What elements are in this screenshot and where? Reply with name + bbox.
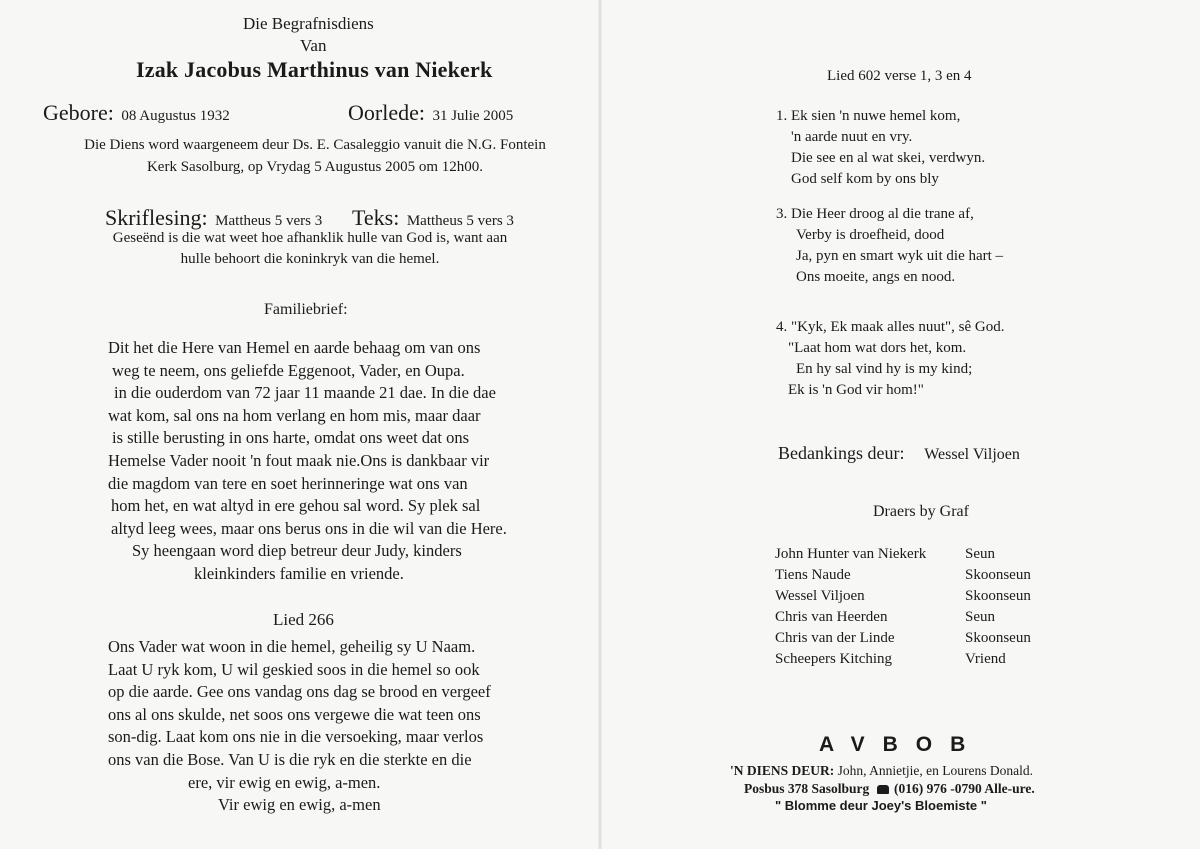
bearer-relation: Vriend <box>965 651 1006 667</box>
bearer-name: Chris van Heerden <box>775 609 888 625</box>
right-page <box>600 0 1200 849</box>
list-item <box>775 586 1031 607</box>
died-date: 31 Julie 2005 <box>432 108 514 124</box>
born-date: 08 Augustus 1932 <box>121 108 230 124</box>
verse-line: En hy sal vind hy is my kind; <box>796 361 973 377</box>
verse-line: "Laat hom wat dors het, kom. <box>788 340 967 356</box>
florist-credit: " Blomme deur Joey's Bloemiste " <box>775 798 987 813</box>
prayer-line: ons van die Bose. Van U is die ryk en die sterkte en die <box>108 749 472 769</box>
list-item <box>775 649 1031 670</box>
letter-line: hom het, en wat altyd in ere gehou sal word. Sy plek sal <box>111 496 481 516</box>
family-letter <box>108 337 548 586</box>
born-label: Gebore: <box>43 100 114 125</box>
bearer-name: Scheepers Kitching <box>775 651 893 667</box>
letter-line: Hemelse Vader nooit 'n fout maak nie.Ons is dankbaar vir <box>108 450 490 470</box>
list-item <box>775 565 1031 586</box>
thanks-name: Wessel Viljoen <box>924 446 1020 463</box>
letter-line: kleinkinders familie en vriende. <box>194 563 404 583</box>
hymn-heading: Lied 266 <box>273 610 334 629</box>
verse-line: 'n aarde nuut en vry. <box>791 129 913 145</box>
verse-line: Ons moeite, angs en nood. <box>796 269 956 285</box>
list-item <box>775 628 1031 649</box>
prayer-line: ons al ons skulde, net soos ons vergewe die wat teen ons <box>108 704 481 724</box>
phone-icon <box>877 785 889 794</box>
verse-line: 3. Die Heer droog al die trane af, <box>776 206 974 222</box>
letter-line: weg te neem, ons geliefde Eggenoot, Vader, en Oupa. <box>112 360 465 380</box>
song-verse-1 <box>776 106 985 190</box>
lords-prayer <box>108 636 548 817</box>
prayer-line: Laat U ryk kom, U wil geskied soos in die hemel so ook <box>108 659 480 679</box>
prayer-line: Ons Vader wat woon in die hemel, geheilig sy U Naam. <box>108 637 476 656</box>
family-letter-heading: Familiebrief: <box>264 301 348 318</box>
song-heading: Lied 602 verse 1, 3 en 4 <box>827 68 972 84</box>
bearers-list <box>775 544 1031 670</box>
bearer-name: Wessel Viljoen <box>775 588 865 604</box>
bearers-heading: Draers by Graf <box>873 503 969 520</box>
contact-line <box>730 780 1035 798</box>
letter-line: Dit het die Here van Hemel en aarde behaag om van ons <box>108 338 481 357</box>
letter-line: altyd leeg wees, maar ons berus ons in die wil van die Here. <box>111 518 507 538</box>
thanks-line <box>778 443 1020 464</box>
letter-line: die magdom van tere en soet herinneringe wat ons van <box>108 473 468 493</box>
bearer-name: Chris van der Linde <box>775 630 895 646</box>
verse-line: Ek is 'n God vir hom!" <box>788 382 924 398</box>
prayer-line: op die aarde. Gee ons vandag ons dag se brood en vergeef <box>108 682 491 702</box>
service-by-label: 'N DIENS DEUR: <box>730 763 835 778</box>
verse-line: Ja, pyn en smart wyk uit die hart – <box>796 248 1004 264</box>
bearer-relation: Skoonseun <box>965 630 1031 646</box>
phone: (016) 976 -0790 Alle-ure. <box>894 781 1035 796</box>
born-line <box>43 100 230 126</box>
bearer-name: Tiens Naude <box>775 567 851 583</box>
address: Posbus 378 Sasolburg <box>744 781 870 796</box>
letter-line: wat kom, sal ons na hom verlang en hom mis, maar daar <box>108 405 481 425</box>
verse-line: Verby is droefheid, dood <box>796 227 945 243</box>
song-verse-4 <box>776 317 1004 401</box>
text-label: Teks: <box>352 205 400 230</box>
bearer-relation: Seun <box>965 546 995 562</box>
verse-line: God self kom by ons bly <box>791 171 939 187</box>
prayer-line: ere, vir ewig en ewig, a-men. <box>188 772 381 792</box>
bearer-relation: Skoonseun <box>965 588 1031 604</box>
list-item <box>775 607 1031 628</box>
deceased-name: Izak Jacobus Marthinus van Niekerk <box>136 57 493 82</box>
scripture-label: Skriflesing: <box>105 205 208 230</box>
service-by-names: John, Annietjie, en Lourens Donald. <box>837 763 1033 778</box>
verse-line: 4. "Kyk, Ek maak alles nuut", sê God. <box>776 319 1005 335</box>
bearer-relation: Skoonseun <box>965 567 1031 583</box>
beatitude-quote: Geseënd is die wat weet hoe afhanklik hulle van God is, want aan hulle behoort die koninkryk van die hemel. <box>112 230 508 267</box>
letter-line: in die ouderdom van 72 jaar 11 maande 21 dae. In die dae <box>114 383 496 403</box>
bearer-relation: Seun <box>965 609 995 625</box>
service-details: Die Diens word waargeneem deur Ds. E. Casaleggio vanuit die N.G. Fontein Kerk Sasolburg, op Vrydag 5 Augustus 2005 om 12h00. <box>84 137 546 175</box>
died-line <box>348 100 513 126</box>
letter-line: Sy heengaan word diep betreur deur Judy, kinders <box>132 541 462 561</box>
verse-line: Die see en al wat skei, verdwyn. <box>791 150 986 166</box>
letter-line: is stille berusting in ons harte, omdat ons weet dat ons <box>112 428 469 448</box>
scripture-ref: Mattheus 5 vers 3 <box>215 213 323 229</box>
thanks-label: Bedankings deur: <box>778 443 905 463</box>
service-by-line <box>730 762 1035 780</box>
bearer-name: John Hunter van Niekerk <box>775 546 927 562</box>
undertaker-details <box>730 762 1035 798</box>
died-label: Oorlede: <box>348 100 425 125</box>
undertaker-logo: AVBOB <box>819 733 984 756</box>
verse-line: 1. Ek sien 'n nuwe hemel kom, <box>776 108 961 124</box>
prayer-line: son-dig. Laat kom ons nie in die versoeking, maar verlos <box>108 727 484 747</box>
song-verse-3 <box>776 204 1003 288</box>
service-title-van: Van <box>300 36 327 55</box>
list-item <box>775 544 1031 565</box>
text-ref: Mattheus 5 vers 3 <box>406 213 514 229</box>
prayer-line: Vir ewig en ewig, a-men <box>218 795 381 815</box>
service-title: Die Begrafnisdiens <box>243 14 374 33</box>
